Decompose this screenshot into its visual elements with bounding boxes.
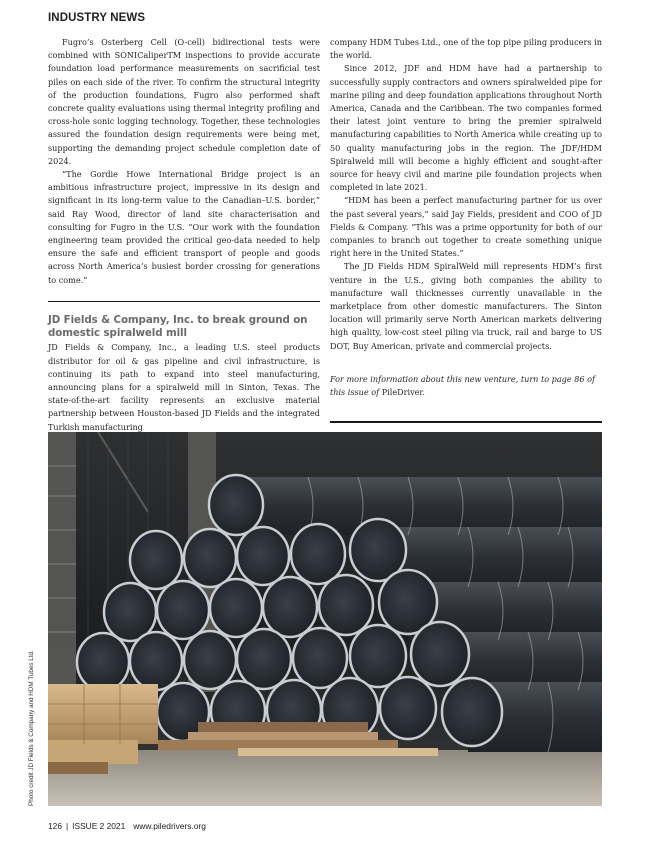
paragraph: “The Gordie Howe International Bridge project is an ambitious infrastructure project, impressive in its design and significant in its long-term value to the Canadian–U.S. border,” said Ray Wood, director of land site characterisation and consulting for Fugro in the U.S. “Our work with the foundation engineering team provided the critical geo-data needed to help ensure the safe and efficient transport of people and goods across North America’s busiest border crossing for generations to come.” <box>48 169 320 285</box>
page-footer <box>48 821 206 831</box>
paragraph: The JD Fields HDM SpiralWeld mill represents HDM’s first venture in the U.S., giving both companies the ability to manufacture wall thicknesses currently unavailable in the marketplace from other domestic manufacturers. The Sinton location will primarily serve North American markets delivering high quality, low-cost steel piling via truck, rail and barge to US DOT, Buy American, private and commercial projects. <box>330 261 602 351</box>
pipes-photo-illustration <box>48 432 602 806</box>
column-end-divider <box>330 421 602 423</box>
website-link[interactable]: www.piledrivers.org <box>133 821 206 831</box>
footer-separator: | <box>65 821 69 831</box>
more-info-text: For more information about this new venture, turn to page 86 of this issue of <box>330 373 595 398</box>
paragraph: Fugro’s Osterberg Cell (O-cell) bidirectional tests were combined with SONICaliperTM inspections to provide accurate foundation load performance measurements on sacrificial test piles on each side of the river. To confirm the structural integrity of the production foundations, Fugro also performed shaft concrete quality evaluations using thermal integrity profiling and cross-hole sonic logging technology. Together, these technologies assured the foundation design requirements were being met, supporting the demanding project schedule completion date of 2024. <box>48 37 320 166</box>
paragraph: “HDM has been a perfect manufacturing partner for us over the past several years,” said Jay Fields, president and COO of JD Fields & Company. “This was a prime opportunity for both of our companies to branch out together to create something unique right here in the United States.” <box>330 195 602 259</box>
publication-name: PileDriver. <box>381 387 425 398</box>
page-number: 126 <box>48 821 62 831</box>
more-info-note <box>330 373 602 399</box>
photo-credit: Photo credit JD Fields & Company and HDM Tubes Ltd. <box>28 650 35 806</box>
section-label: INDUSTRY NEWS <box>48 12 146 24</box>
right-column <box>330 36 602 423</box>
article-lead-paragraph: JD Fields & Company, Inc., a leading U.S. steel products distributor for oil & gas pipeline and civil infrastructure, is continuing its path to expand into steel manufacturing, announcing plans for a spiralweld mill in Sinton, Texas. The state-of-the-art facility represents an exclusive material partnership between Houston-based JD Fields and the integrated Turkish manufacturing <box>48 342 320 432</box>
article-photo <box>48 432 602 806</box>
issue-label: ISSUE 2 2021 <box>72 821 126 831</box>
article-headline: JD Fields & Company, Inc. to break ground on domestic spiralweld mill <box>48 314 308 340</box>
paragraph: Since 2012, JDF and HDM have had a partnership to successfully supply contractors and owners spiralwelded pipe for marine piling and deep foundation applications throughout North America, Canada and the Caribbean. The two companies formed their latest joint venture to bring the premier spiralweld manufacturing capabilities to North America while creating up to 50 quality manufacturing jobs in the region. The JDF/HDM Spiralweld mill will become a highly efficient and sought-after source for heavy civil and marine pile foundation projects when completed in late 2021. <box>330 63 602 193</box>
paragraph-continuation: company HDM Tubes Ltd., one of the top pipe piling producers in the world. <box>330 37 602 61</box>
left-column <box>48 36 320 434</box>
